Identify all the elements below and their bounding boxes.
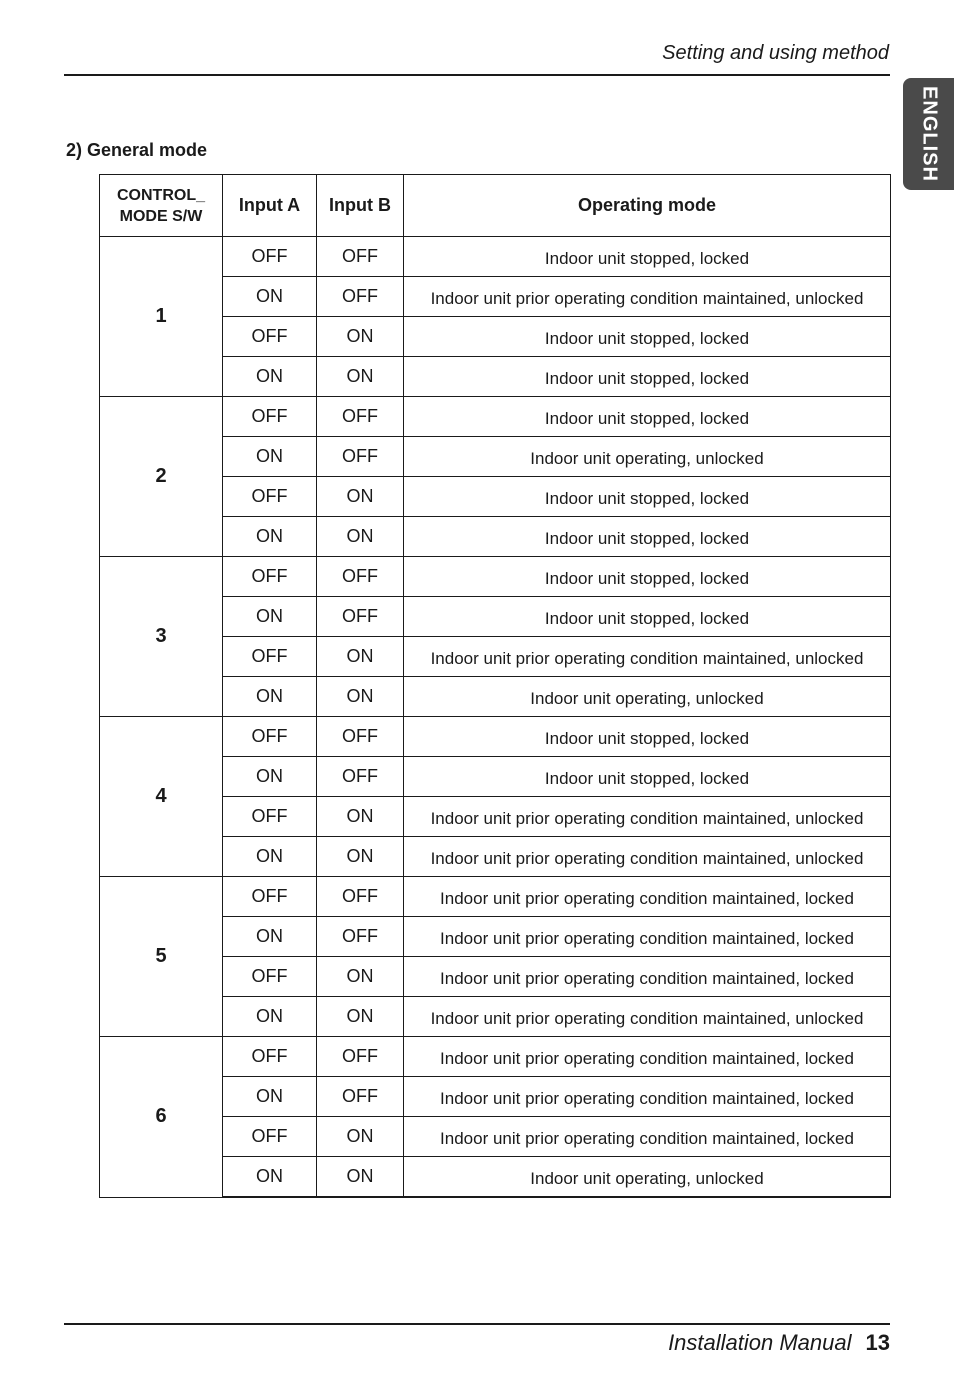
operating-mode-cell: Indoor unit prior operating condition maintained, unlocked <box>404 797 891 837</box>
table-body <box>100 237 891 1198</box>
operating-mode-cell: Indoor unit prior operating condition maintained, unlocked <box>404 837 891 877</box>
operating-mode-cell: Indoor unit stopped, locked <box>404 317 891 357</box>
input-b-cell: ON <box>317 477 404 517</box>
header-control-mode-sw <box>100 175 223 237</box>
input-a-cell: ON <box>223 757 317 797</box>
input-a-cell: ON <box>223 1157 317 1198</box>
control-mode-number: 1 <box>100 237 223 397</box>
input-b-cell: ON <box>317 357 404 397</box>
input-a-cell: OFF <box>223 717 317 757</box>
operating-mode-cell: Indoor unit stopped, locked <box>404 397 891 437</box>
input-b-cell: OFF <box>317 877 404 917</box>
input-a-cell: ON <box>223 677 317 717</box>
header-control-line2: MODE S/W <box>119 207 203 225</box>
input-b-cell: OFF <box>317 1077 404 1117</box>
operating-mode-cell: Indoor unit prior operating condition maintained, unlocked <box>404 997 891 1037</box>
control-mode-number: 4 <box>100 717 223 877</box>
input-b-cell: ON <box>317 797 404 837</box>
control-mode-number: 5 <box>100 877 223 1037</box>
operating-mode-cell: Indoor unit prior operating condition maintained, locked <box>404 1037 891 1077</box>
input-a-cell: ON <box>223 597 317 637</box>
input-b-cell: ON <box>317 637 404 677</box>
operating-mode-cell: Indoor unit prior operating condition maintained, locked <box>404 877 891 917</box>
input-a-cell: OFF <box>223 957 317 997</box>
footer-title: Installation Manual <box>668 1330 852 1355</box>
table-header-row <box>100 175 891 237</box>
operating-mode-cell: Indoor unit stopped, locked <box>404 237 891 277</box>
header-divider <box>64 74 890 76</box>
input-a-cell: OFF <box>223 397 317 437</box>
control-mode-number: 6 <box>100 1037 223 1198</box>
input-a-cell: ON <box>223 997 317 1037</box>
operating-mode-cell: Indoor unit prior operating condition maintained, locked <box>404 1077 891 1117</box>
input-b-cell: ON <box>317 957 404 997</box>
input-a-cell: OFF <box>223 877 317 917</box>
input-a-cell: ON <box>223 437 317 477</box>
header-operating-mode: Operating mode <box>404 175 891 237</box>
input-b-cell: OFF <box>317 557 404 597</box>
language-tab <box>903 78 954 190</box>
input-b-cell: ON <box>317 837 404 877</box>
table-row <box>100 717 891 757</box>
input-a-cell: OFF <box>223 637 317 677</box>
input-b-cell: OFF <box>317 237 404 277</box>
input-b-cell: OFF <box>317 597 404 637</box>
input-a-cell: OFF <box>223 317 317 357</box>
control-mode-number: 3 <box>100 557 223 717</box>
input-a-cell: ON <box>223 837 317 877</box>
header-input-a: Input A <box>223 175 317 237</box>
input-a-cell: ON <box>223 277 317 317</box>
input-b-cell: ON <box>317 517 404 557</box>
operating-mode-cell: Indoor unit operating, unlocked <box>404 437 891 477</box>
operating-mode-cell: Indoor unit prior operating condition maintained, unlocked <box>404 277 891 317</box>
input-a-cell: OFF <box>223 557 317 597</box>
language-tab-label: ENGLISH <box>918 86 940 182</box>
operating-mode-cell: Indoor unit stopped, locked <box>404 477 891 517</box>
general-mode-table <box>99 174 891 1198</box>
input-a-cell: OFF <box>223 237 317 277</box>
input-b-cell: OFF <box>317 917 404 957</box>
table-row <box>100 237 891 277</box>
input-b-cell: OFF <box>317 717 404 757</box>
header-control-line1: CONTROL_ <box>117 186 205 204</box>
operating-mode-cell: Indoor unit stopped, locked <box>404 757 891 797</box>
input-b-cell: OFF <box>317 757 404 797</box>
input-b-cell: ON <box>317 997 404 1037</box>
section-title: 2) General mode <box>66 140 208 160</box>
table-row <box>100 877 891 917</box>
input-a-cell: ON <box>223 1077 317 1117</box>
table-row <box>100 397 891 437</box>
input-b-cell: ON <box>317 1117 404 1157</box>
input-a-cell: OFF <box>223 1037 317 1077</box>
operating-mode-cell: Indoor unit prior operating condition maintained, locked <box>404 1117 891 1157</box>
operating-mode-cell: Indoor unit stopped, locked <box>404 357 891 397</box>
input-a-cell: OFF <box>223 477 317 517</box>
operating-mode-cell: Indoor unit operating, unlocked <box>404 1157 891 1198</box>
footer-divider <box>64 1323 890 1325</box>
page-number: 13 <box>865 1330 890 1355</box>
input-a-cell: OFF <box>223 797 317 837</box>
operating-mode-cell: Indoor unit stopped, locked <box>404 517 891 557</box>
input-b-cell: ON <box>317 1157 404 1198</box>
operating-mode-cell: Indoor unit operating, unlocked <box>404 677 891 717</box>
input-b-cell: OFF <box>317 437 404 477</box>
operating-mode-cell: Indoor unit prior operating condition maintained, locked <box>404 917 891 957</box>
header-input-b: Input B <box>317 175 404 237</box>
running-header: Setting and using method <box>662 42 889 64</box>
operating-mode-cell: Indoor unit stopped, locked <box>404 597 891 637</box>
operating-mode-cell: Indoor unit stopped, locked <box>404 557 891 597</box>
table-row <box>100 1037 891 1077</box>
input-a-cell: ON <box>223 517 317 557</box>
operating-mode-cell: Indoor unit prior operating condition maintained, locked <box>404 957 891 997</box>
operating-mode-cell: Indoor unit prior operating condition maintained, unlocked <box>404 637 891 677</box>
table-row <box>100 557 891 597</box>
input-a-cell: OFF <box>223 1117 317 1157</box>
control-mode-number: 2 <box>100 397 223 557</box>
input-b-cell: ON <box>317 677 404 717</box>
input-a-cell: ON <box>223 357 317 397</box>
operating-mode-cell: Indoor unit stopped, locked <box>404 717 891 757</box>
input-b-cell: OFF <box>317 397 404 437</box>
input-b-cell: ON <box>317 317 404 357</box>
footer <box>668 1330 890 1356</box>
input-b-cell: OFF <box>317 1037 404 1077</box>
input-b-cell: OFF <box>317 277 404 317</box>
input-a-cell: ON <box>223 917 317 957</box>
